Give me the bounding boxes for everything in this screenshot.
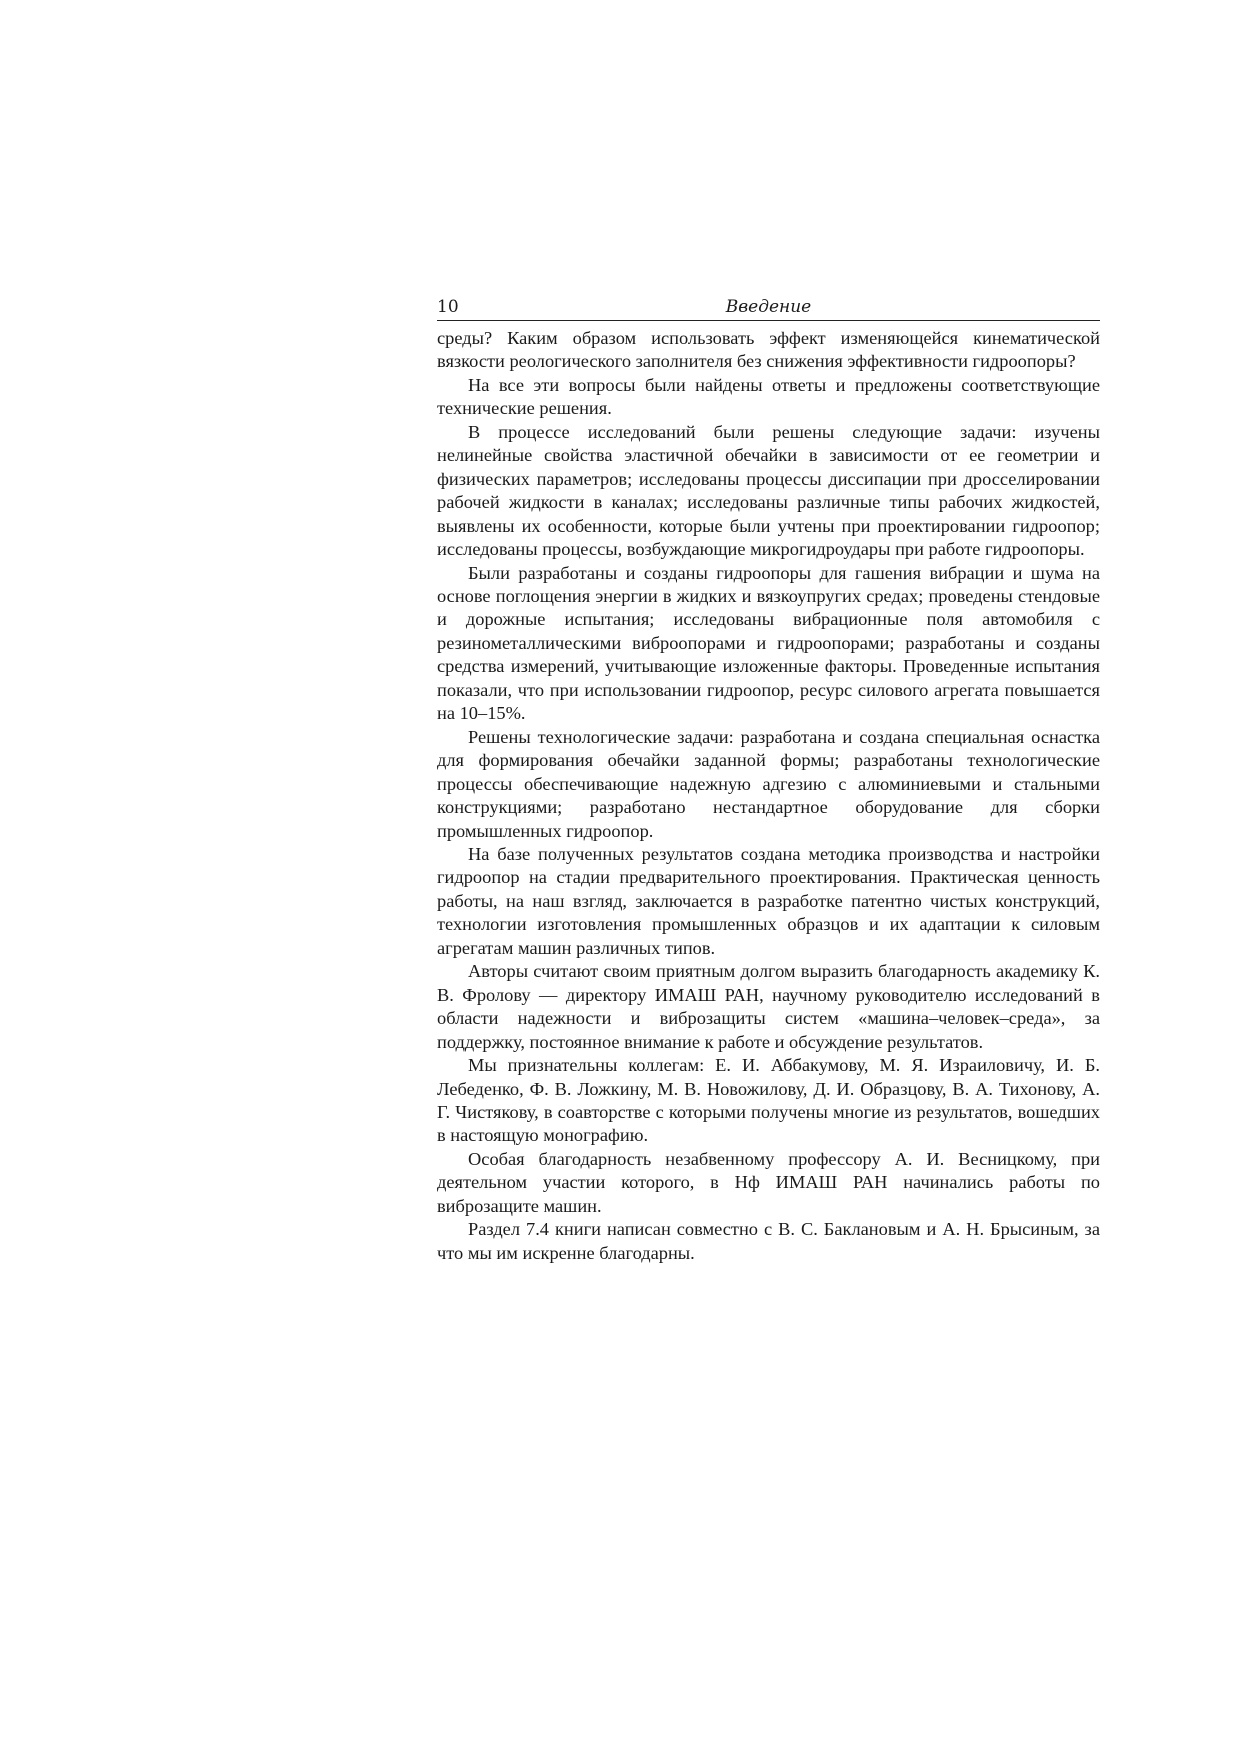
paragraph: Решены технологические задачи: разработана и создана специальная оснастка для формирования обечайки заданной формы; разработаны технологические процессы обеспечивающие надежную адгезию с алюминиевыми и стальными конструкциями; разработано нестандартное оборудование для сборки промышленных гидроопор. bbox=[437, 726, 1100, 841]
paragraph: Особая благодарность незабвенному профессору А. И. Весницкому, при деятельном участии которого, в Нф ИМАШ РАН начинались работы по виброзащите машин. bbox=[437, 1148, 1100, 1216]
chapter-title: Введение bbox=[725, 297, 812, 317]
book-page bbox=[437, 296, 1100, 1265]
paragraph: Были разработаны и созданы гидроопоры для гашения вибрации и шума на основе поглощения энергии в жидких и вязкоупругих средах; проведены стендовые и дорожные испытания; исследованы вибрационные поля автомобиля с резинометаллическими виброопорами и гидроопорами; разработаны и созданы средства измерений, учитывающие изложенные факторы. Проведенные испытания показали, что при использовании гидроопор, ресурс силового агрегата повышается на 10–15%. bbox=[437, 562, 1100, 724]
paragraph: Авторы считают своим приятным долгом выразить благодарность академику К. В. Фролову — директору ИМАШ РАН, научному руководителю исследований в области надежности и виброзащиты систем «машина–человек–среда», за поддержку, постоянное внимание к работе и обсуждение результатов. bbox=[437, 961, 1100, 1052]
paragraph: Мы признательны коллегам: Е. И. Аббакумову, М. Я. Израиловичу, И. Б. Лебеденко, Ф. В. Ложкину, М. В. Новожилову, Д. И. Образцову, В. А. Тихонову, А. Г. Чистякову, в соавторстве с которыми получены многие из результатов, вошедших в настоящую монографию. bbox=[437, 1055, 1100, 1146]
running-header bbox=[437, 296, 1100, 321]
paragraph: В процессе исследований были решены следующие задачи: изучены нелинейные свойства эластичной обечайки в зависимости от ее геометрии и физических параметров; исследованы процессы диссипации при дросселировании рабочей жидкости в каналах; исследованы различные типы рабочих жидкостей, выявлены их особенности, которые были учтены при проектировании гидроопор; исследованы процессы, возбуждающие микрогидроудары при работе гидроопоры. bbox=[437, 421, 1100, 560]
paragraph: Раздел 7.4 книги написан совместно с В. С. Баклановым и А. Н. Брысиным, за что мы им искренне благодарны. bbox=[437, 1219, 1100, 1263]
page-number: 10 bbox=[437, 297, 459, 317]
body-text bbox=[437, 327, 1100, 1265]
paragraph: На все эти вопросы были найдены ответы и предложены соответствующие технические решения. bbox=[437, 374, 1100, 419]
paragraph: среды? Каким образом использовать эффект изменяющейся кинематической вязкости реологического заполнителя без снижения эффективности гидроопоры? bbox=[437, 328, 1100, 372]
paragraph: На базе полученных результатов создана методика производства и настройки гидроопор на стадии предварительного проектирования. Практическая ценность работы, на наш взгляд, заключается в разработке патентно чистых конструкций, технологии изготовления промышленных образцов и их адаптации к силовым агрегатам машин различных типов. bbox=[437, 843, 1100, 958]
